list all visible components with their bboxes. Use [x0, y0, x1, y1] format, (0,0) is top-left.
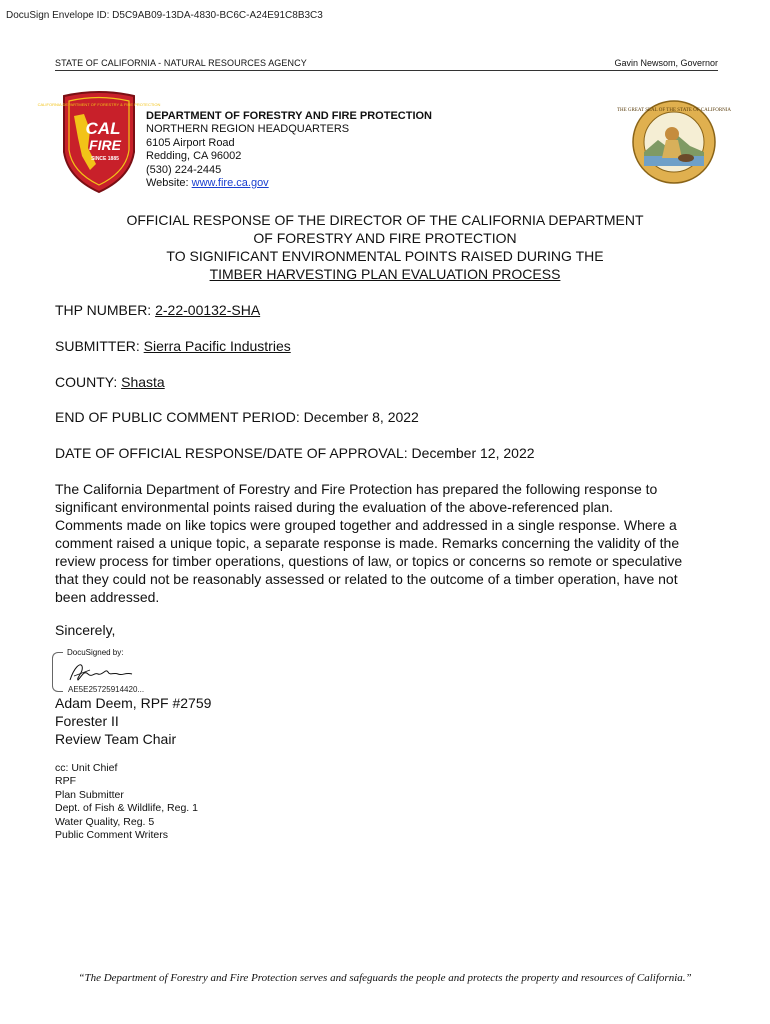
logo-cal-text: CAL [85, 119, 121, 138]
county-value: Shasta [121, 374, 165, 390]
body-line: review process for timber operations, questions of law, or topics or concerns so remote or speculative [55, 553, 683, 569]
docusign-signature-block [52, 648, 172, 694]
california-seal [616, 100, 732, 184]
submitter-field [55, 338, 291, 354]
body-line: been addressed. [55, 589, 160, 605]
submitter-value: Sierra Pacific Industries [143, 338, 291, 354]
county-label: COUNTY: [55, 374, 122, 390]
cc-item: cc: Unit Chief [55, 762, 118, 774]
thp-number-field [55, 302, 260, 318]
seal-text: THE GREAT SEAL OF THE STATE OF CALIFORNIA [616, 108, 732, 113]
department-website-line [146, 177, 432, 190]
logo-since-text: SINCE 1885 [91, 156, 119, 162]
title-line-2: OF FORESTRY AND FIRE PROTECTION [253, 230, 517, 246]
docusign-hash: AE5E25725914420... [68, 685, 145, 694]
cc-item: Water Quality, Reg. 5 [55, 815, 155, 828]
agency-header: STATE OF CALIFORNIA - NATURAL RESOURCES AGENCY [55, 58, 307, 68]
cc-list [55, 762, 198, 842]
website-label: Website: [146, 177, 189, 190]
signer-title: Forester II [55, 713, 119, 729]
signer-name: Adam Deem, RPF #2759 [55, 695, 212, 711]
body-line: comment raised a unique topic, a separate response is made. Remarks concerning the validity of the [55, 535, 680, 551]
body-line: The California Department of Forestry and Fire Protection has prepared the following response to [55, 481, 658, 497]
governor-header: Gavin Newsom, Governor [614, 58, 718, 68]
body-line: Comments made on like topics were grouped together and addressed in a single response. Where a [55, 517, 677, 533]
logo-fire-text: FIRE [89, 137, 121, 153]
footer-mission-statement: “The Department of Forestry and Fire Protection serves and safeguards the people and protects the property and resources of California.” [78, 972, 692, 984]
department-address-line2: Redding, CA 96002 [146, 150, 242, 163]
cc-item: Plan Submitter [55, 788, 124, 801]
department-address-block [146, 110, 432, 190]
closing-salutation: Sincerely, [55, 622, 116, 638]
department-name: DEPARTMENT OF FORESTRY AND FIRE PROTECTION [146, 110, 433, 122]
comment-period-field: END OF PUBLIC COMMENT PERIOD: December 8, 2022 [55, 409, 419, 425]
docusign-envelope-id: DocuSign Envelope ID: D5C9AB09-13DA-4830-BC6C-A24E91C8B3C3 [6, 10, 323, 21]
thp-number-label: THP NUMBER: [55, 302, 156, 318]
thp-number-value: 2-22-00132-SHA [155, 302, 261, 318]
title-line-4: TIMBER HARVESTING PLAN EVALUATION PROCESS [209, 266, 561, 282]
county-field [55, 374, 165, 390]
docusign-bracket [52, 652, 63, 692]
cc-item: Public Comment Writers [55, 829, 168, 842]
docusign-label: DocuSigned by: [67, 648, 124, 657]
response-title [90, 211, 680, 283]
cc-item: RPF [55, 775, 76, 788]
body-paragraph [55, 480, 720, 606]
title-line-1: OFFICIAL RESPONSE OF THE DIRECTOR OF THE CALIFORNIA DEPARTMENT [126, 212, 644, 228]
approval-date-field: DATE OF OFFICIAL RESPONSE/DATE OF APPROVAL: December 12, 2022 [55, 445, 535, 461]
department-region: NORTHERN REGION HEADQUARTERS [146, 123, 350, 136]
body-line: that they could not be reasonably assessed or related to the outcome of a timber operation, have not [55, 571, 678, 587]
body-line: significant environmental points raised during the evaluation of the above-referenced plan. [55, 499, 614, 515]
header-divider [55, 70, 718, 71]
logo-top-text: CALIFORNIA DEPARTMENT OF FORESTRY & FIRE PROTECTION [37, 102, 161, 107]
signer-block [55, 694, 211, 748]
department-address-line1: 6105 Airport Road [146, 136, 235, 149]
title-line-3: TO SIGNIFICANT ENVIRONMENTAL POINTS RAISED DURING THE [166, 248, 604, 264]
website-link[interactable]: www.fire.ca.gov [191, 177, 269, 190]
signer-role: Review Team Chair [55, 731, 177, 747]
handwritten-signature [66, 656, 146, 686]
cc-item: Dept. of Fish & Wildlife, Reg. 1 [55, 802, 198, 815]
submitter-label: SUBMITTER: [55, 338, 144, 354]
department-phone: (530) 224-2445 [146, 163, 222, 176]
calfire-logo [37, 90, 161, 194]
